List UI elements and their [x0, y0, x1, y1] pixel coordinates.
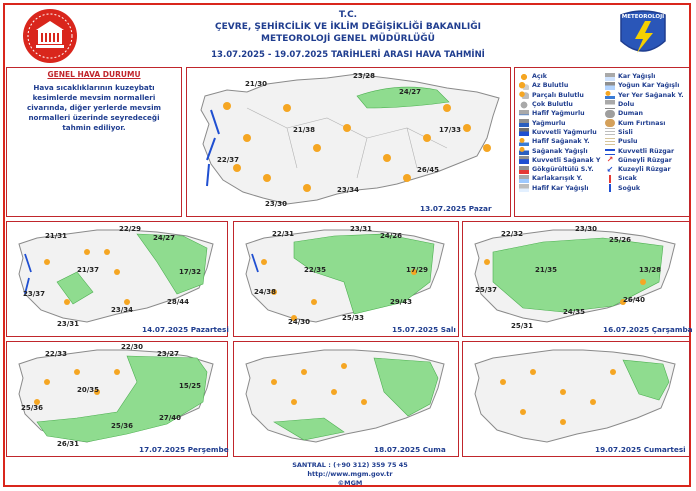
map-day-6-label: 19.07.2025 Cumartesi [595, 445, 686, 454]
legend-col-1 [519, 72, 600, 193]
map-day-4-temp: 15/25 [179, 382, 202, 390]
map-day-2-temp: 17/29 [406, 266, 429, 274]
heavy-shower-icon [519, 156, 529, 164]
map-day-1-svg [7, 222, 226, 335]
map-day-4-temp: 22/33 [45, 350, 68, 358]
legend-item: Yer Yer Sağanak Y. [605, 91, 684, 100]
legend-item: Puslu [605, 137, 684, 146]
map-day-2-temp: 25/33 [342, 314, 365, 322]
cold-icon [605, 184, 615, 192]
mgm-logo-text: METEOROLOJİ [621, 14, 665, 20]
legend-item: ↗ Güneyli Rüzgar [606, 155, 672, 165]
map-day-5 [233, 341, 459, 457]
legend-box [514, 67, 690, 217]
map-main-temp: 23/28 [353, 72, 376, 80]
map-day-3-temp: 25/31 [511, 322, 534, 330]
map-day-5-svg [234, 342, 457, 455]
map-day-4-label: 17.07.2025 Perşembe [139, 445, 229, 454]
map-day-3-temp: 21/35 [535, 266, 558, 274]
map-day-1-temp: 21/37 [77, 266, 100, 274]
map-day-1-temp: 24/27 [153, 234, 176, 242]
general-weather-box [6, 67, 182, 217]
map-main [186, 67, 511, 217]
map-day-4-temp: 25/36 [111, 422, 134, 430]
map-day-1-temp: 23/34 [111, 306, 134, 314]
light-snow-icon [519, 184, 529, 192]
heavy-rain-icon [519, 128, 529, 136]
header-tc: T.C. [338, 10, 358, 20]
general-weather-title: GENEL HAVA DURUMU [47, 70, 141, 79]
sleet-icon [519, 175, 529, 183]
footer-site[interactable]: http://www.mgm.gov.tr [307, 470, 393, 478]
heavy-snow-icon [605, 82, 615, 90]
map-day-2-temp: 22/31 [272, 230, 295, 238]
map-day-2-temp: 29/43 [390, 298, 413, 306]
map-day-2-label: 15.07.2025 Salı [392, 325, 456, 334]
legend-item: Çok Bulutlu [519, 100, 600, 109]
smoke-icon [605, 110, 615, 118]
legend-item: Dolu [605, 100, 684, 109]
map-day-4-temp: 20/35 [77, 386, 100, 394]
legend-item: Hafif Sağanak Y. [519, 137, 600, 146]
map-main-temp: 23/30 [265, 200, 288, 208]
map-main-temp: 21/38 [293, 126, 316, 134]
map-day-6 [462, 341, 690, 457]
header-ministry: ÇEVRE, ŞEHİRCİLİK VE İKLİM DEĞİŞİKLİĞİ BAKANLIĞI [215, 22, 481, 32]
legend-item: Kar Yağışlı [605, 72, 684, 81]
map-day-2-temp: 23/31 [350, 225, 373, 233]
map-day-3-temp: 25/26 [609, 236, 632, 244]
south-wind-icon: ↗ [606, 155, 614, 165]
legend-item: Kuvvetli Yağmurlu [519, 128, 600, 137]
mgm-logo [617, 7, 669, 61]
header-directorate: METEOROLOJİ GENEL MÜDÜRLÜĞÜ [261, 34, 435, 44]
map-day-3-temp: 24/35 [563, 308, 586, 316]
general-weather-text: Hava sıcaklıklarının kuzeybatı kesimlerde mevsim normalleri civarında, diğer yerlerde mevsim normalleri üzerinde seyredeceği tahmin ediliyor. [26, 83, 162, 132]
map-day-1-temp: 17/32 [179, 268, 202, 276]
footer-copyright: ©MGM [337, 479, 363, 487]
map-day-5-label: 18.07.2025 Cuma [374, 445, 446, 454]
map-main-temp: 23/34 [337, 186, 360, 194]
map-day-4-temp: 25/36 [21, 404, 44, 412]
map-day-2 [233, 221, 459, 337]
header-date-range: 13.07.2025 - 19.07.2025 TARİHLERİ ARASI HAVA TAHMİNİ [211, 50, 485, 60]
north-wind-icon: ↙ [606, 164, 614, 174]
map-day-1-temp: 22/29 [119, 225, 142, 233]
strong-wind-icon [605, 149, 615, 155]
legend-item: Sisli [605, 128, 684, 137]
map-main-temp: 17/33 [439, 126, 462, 134]
map-day-4-svg [7, 342, 226, 455]
legend-item: Az Bulutlu [519, 81, 600, 90]
legend-item: Sıcak [605, 174, 684, 183]
map-day-1-label: 14.07.2025 Pazartesi [142, 325, 229, 334]
sun-icon [519, 73, 529, 81]
map-day-2-temp: 24/30 [288, 318, 311, 326]
cloud-icon [519, 101, 529, 109]
map-day-1-temp: 28/44 [167, 298, 190, 306]
map-main-temp: 21/30 [245, 80, 268, 88]
map-main-temp: 22/37 [217, 156, 240, 164]
haze-icon [605, 138, 615, 146]
scattered-shower-icon [605, 91, 615, 99]
map-day-6-svg [463, 342, 688, 455]
map-day-3-temp: 26/40 [623, 296, 646, 304]
map-day-1-temp: 21/31 [45, 232, 68, 240]
footer-phone: SANTRAL : (+90 312) 359 75 45 [292, 461, 408, 469]
legend-item: Yağmurlu [519, 118, 600, 127]
map-day-1-temp: 23/37 [23, 290, 46, 298]
map-day-3-temp: 22/32 [501, 230, 524, 238]
legend-item: Parçalı Bulutlu [519, 91, 600, 100]
legend-item: Kuvvetli Rüzgar [605, 146, 684, 155]
legend-item: Açık [519, 72, 600, 81]
fog-icon [605, 128, 615, 136]
light-shower-icon [519, 138, 529, 146]
map-day-1-temp: 23/31 [57, 320, 80, 328]
hot-icon [605, 175, 615, 183]
legend-item: Kum Fırtınası [605, 118, 684, 127]
map-day-3-temp: 13/28 [639, 266, 662, 274]
map-day-4-temp: 27/40 [159, 414, 182, 422]
light-rain-icon [519, 110, 529, 118]
legend-item: Yoğun Kar Yağışlı [605, 81, 684, 90]
legend-item: Karlakarışık Y. [519, 174, 600, 183]
map-day-4 [6, 341, 228, 457]
sandstorm-icon [605, 119, 615, 127]
legend-item: Kuvvetli Sağanak Y [519, 156, 600, 165]
legend-col-2 [605, 72, 684, 193]
map-main-label: 13.07.2025 Pazar [420, 204, 492, 213]
map-day-2-temp: 22/35 [304, 266, 327, 274]
legend-item: Gökgürültülü S.Y. [519, 165, 600, 174]
legend-item: ↙ Kuzeyli Rüzgar [606, 164, 671, 174]
partly-cloudy-icon [519, 91, 529, 99]
sun-cloud-icon [519, 82, 529, 90]
map-day-4-temp: 26/31 [57, 440, 80, 448]
map-day-2-temp: 24/38 [254, 288, 277, 296]
legend-item: Hafif Kar Yağışlı [519, 184, 600, 193]
map-main-temp: 24/27 [399, 88, 422, 96]
shower-icon [519, 147, 529, 155]
legend-item: Duman [605, 109, 684, 118]
ministry-logo [22, 8, 78, 64]
legend-item: Sağanak Yağışlı [519, 146, 600, 155]
snow-icon [605, 73, 615, 81]
thunderstorm-icon [519, 166, 529, 174]
hail-icon [605, 100, 615, 109]
map-day-3-label: 16.07.2025 Çarşamba [603, 325, 693, 334]
map-day-3-temp: 25/37 [475, 286, 498, 294]
map-day-1 [6, 221, 228, 337]
map-day-3-svg [463, 222, 688, 335]
legend-item: Hafif Yağmurlu [519, 109, 600, 118]
map-day-2-temp: 24/26 [380, 232, 403, 240]
legend-item: Soğuk [605, 184, 684, 193]
map-day-3-temp: 23/30 [575, 225, 598, 233]
map-day-4-temp: 23/27 [157, 350, 180, 358]
map-main-temp: 26/45 [417, 166, 440, 174]
rain-icon [519, 119, 529, 127]
map-day-3 [462, 221, 693, 337]
map-day-4-temp: 22/30 [121, 343, 144, 351]
